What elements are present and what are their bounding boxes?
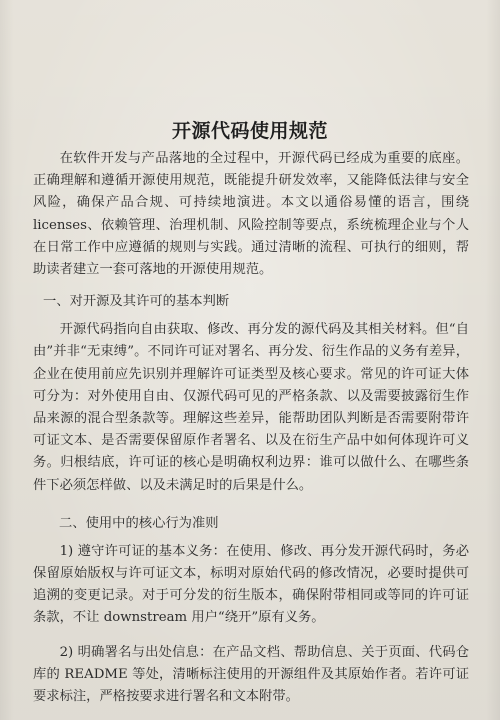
page-edge-shadow-left [0, 0, 14, 720]
section-1-paragraph: 开源代码指向自由获取、修改、再分发的源代码及其相关材料。但“自由”并非“无束缚”。不同许可证对署名、再分发、衍生作品的义务有差异，企业在使用前应先识别并理解许可证类型及核心要求。常见的许可证大体可分为：对外使用自由、仅源代码可见的严格条款、以及需要披露衍生作品来源的混合型条款等。理解这些差异，能帮助团队判断是否需要附带许可证文本、是否需要保留原作者署名、以及在衍生产品中如何体现许可义务。归根结底，许可证的核心是明确权利边界：谁可以做什么、在哪些条件下必须怎样做、以及未满足时的后果是什么。 [33, 322, 469, 493]
section-2-item-1: 1) 遵守许可证的基本义务：在使用、修改、再分发开源代码时，务必保留原始版权与许可证文本，标明对原始代码的修改情况，必要时提供可追溯的变更记录。对于可分发的衍生版本，确保附带相同或等同的许可证条款，不让 downstream 用户“绕开”原有义务。 [33, 543, 469, 626]
document-body [33, 148, 469, 708]
intro-paragraph: 在软件开发与产品落地的全过程中，开源代码已经成为重要的底座。正确理解和遵循开源使用规范，既能提升研发效率，又能降低法律与安全风险，确保产品合规、可持续地演进。本文以通俗易懂的语言，围绕 licenses、依赖管理、治理机制、风险控制等要点，系统梳理企业与个人在日常工作中应遵循的规则与实践。通过清晰的流程、可执行的细则，帮助读者建立一套可落地的开源使用规范。 [33, 151, 469, 278]
section-2-item-2: 2) 明确署名与出处信息：在产品文档、帮助信息、关于页面、代码仓库的 README 等处，清晰标注使用的开源组件及其原始作者。若许可证要求标注，严格按要求进行署名和文本附带。 [33, 644, 469, 705]
section-1-heading: 一、对开源及其许可的基本判断 [43, 294, 230, 310]
page-edge-shadow-right [486, 0, 500, 720]
section-2-heading: 二、使用中的核心行为准则 [59, 515, 219, 531]
document-title: 开源代码使用规范 [171, 120, 328, 142]
